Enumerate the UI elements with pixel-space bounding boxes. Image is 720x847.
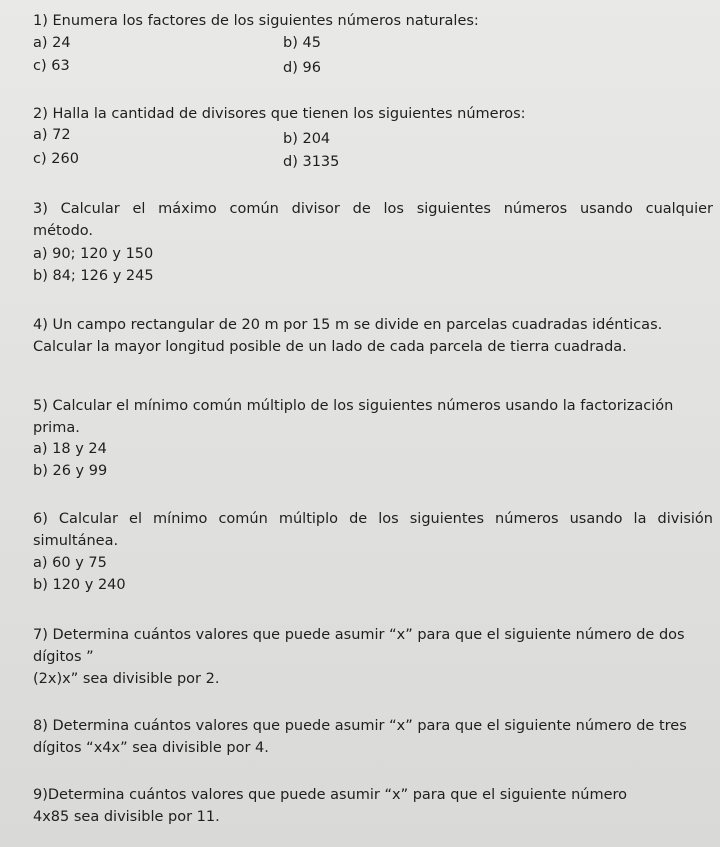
question-1-title: 1) Enumera los factores de los siguientes números naturales: [33,13,479,29]
question-9-line-2: 4x85 sea divisible por 11. [33,809,220,825]
question-2-option-d: d) 3135 [283,154,340,170]
question-3-line-2: método. [33,223,94,239]
question-9-line-1: 9)Determina cuántos valores que puede asumir “x” para que el siguiente número [33,787,628,803]
question-3-option-a: a) 90; 120 y 150 [33,246,154,262]
question-1-option-c: c) 63 [33,58,70,74]
question-6-option-b: b) 120 y 240 [33,577,126,593]
question-6-line-1: 6) Calcular el mínimo común múltiplo de los siguientes números usando la división [33,511,713,527]
question-9 [33,784,713,828]
question-1-option-a: a) 24 [33,35,71,51]
question-3-line-1: 3) Calcular el máximo común divisor de los siguientes números usando cualquier [33,201,713,217]
question-8-line-1: 8) Determina cuántos valores que puede asumir “x” para que el siguiente número de tres [33,718,687,734]
question-4-line-1: 4) Un campo rectangular de 20 m por 15 m se divide en parcelas cuadradas idénticas. [33,317,663,333]
question-8-line-2: dígitos “x4x” sea divisible por 4. [33,740,269,756]
question-7-line-3: (2x)x” sea divisible por 2. [33,671,220,687]
question-1-option-d: d) 96 [283,60,321,76]
question-7-line-2: dígitos ” [33,649,94,665]
question-5-line-1: 5) Calcular el mínimo común múltiplo de los siguientes números usando la factorización [33,398,674,414]
question-5 [33,395,713,439]
question-6-line-2: simultánea. [33,533,119,549]
question-8 [33,715,713,759]
question-1-option-b: b) 45 [283,35,321,51]
question-2-title: 2) Halla la cantidad de divisores que tienen los siguientes números: [33,106,526,122]
question-7-line-1: 7) Determina cuántos valores que puede asumir “x” para que el siguiente número de dos [33,627,685,643]
question-2-option-c: c) 260 [33,151,79,167]
question-6-option-a: a) 60 y 75 [33,555,107,571]
question-3 [33,198,713,242]
question-4-line-2: Calcular la mayor longitud posible de un lado de cada parcela de tierra cuadrada. [33,339,627,355]
question-6 [33,508,713,552]
question-4 [33,314,713,358]
question-1 [33,10,713,32]
question-5-option-a: a) 18 y 24 [33,441,107,457]
question-7 [33,624,713,690]
question-3-option-b: b) 84; 126 y 245 [33,268,154,284]
question-5-option-b: b) 26 y 99 [33,463,108,479]
question-2 [33,103,713,125]
question-5-line-2: prima. [33,420,80,436]
question-2-option-b: b) 204 [283,131,331,147]
question-2-option-a: a) 72 [33,127,71,143]
